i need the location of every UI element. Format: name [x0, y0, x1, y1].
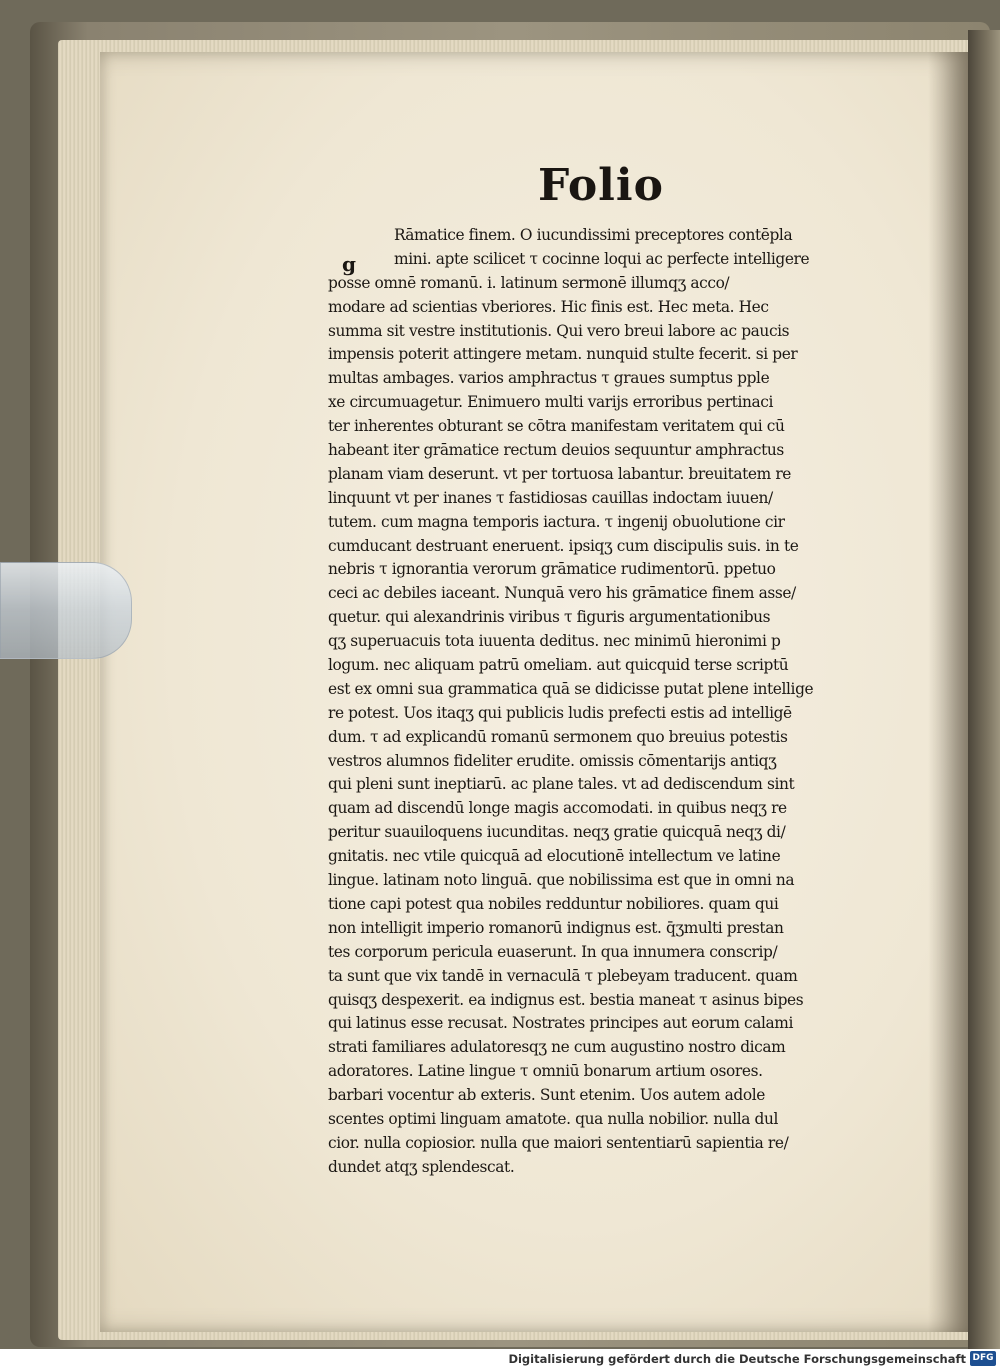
text-line: quetur. qui alexandrinis viribus τ figuris argumentationibus — [328, 608, 771, 627]
text-line: lingue. latinam noto linguā. que nobilissima est que in omni na — [328, 871, 795, 890]
text-line: adoratores. Latine lingue τ omniū bonarum artium osores. — [328, 1062, 763, 1081]
text-line: dundet atqʒ splendescat. — [328, 1157, 515, 1176]
binding-edge — [968, 30, 1000, 1349]
text-line: impensis poterit attingere metam. nunquid stulte fecerit. si per — [328, 345, 798, 364]
text-line: cior. nulla copiosior. nulla que maiori sententiarū sapientia re/ — [328, 1133, 789, 1152]
text-line: qʒ superuacuis tota iuuenta deditus. nec minimū hieronimi p — [328, 632, 781, 651]
text-line: habeant iter grāmatice rectum deuios sequuntur amphractus — [328, 441, 784, 460]
text-line: logum. nec aliquam patrū omeliam. aut quicquid terse scriptū — [328, 656, 789, 675]
initial-letter: g — [342, 252, 356, 276]
text-line: nebris τ ignorantia verorum grāmatice rudimentorū. ppetuo — [328, 560, 776, 579]
body-text — [328, 224, 926, 1180]
text-line: qui pleni sunt ineptiarū. ac plane tales. vt ad dediscendum sint — [328, 775, 795, 794]
text-line: est ex omni sua grammatica quā se didicisse putat plene intellige — [328, 679, 814, 698]
text-line: scentes optimi linguam amatote. qua nulla nobilior. nulla dul — [328, 1109, 779, 1128]
text-line: tione capi potest qua nobiles redduntur nobiliores. quam qui — [328, 894, 779, 913]
text-line: multas ambages. varios amphractus τ graues sumptus pple — [328, 369, 770, 388]
text-line: barbari vocentur ab exteris. Sunt etenim. Uos autem adole — [328, 1086, 765, 1105]
funding-credit: Digitalisierung gefördert durch die Deutsche Forschungsgemeinschaft — [508, 1352, 966, 1366]
dfg-logo: DFG — [970, 1351, 996, 1366]
text-line: dum. τ ad explicandū romanū sermonem quo breuius potestis — [328, 727, 788, 746]
text-line: summa sit vestre institutionis. Qui vero breui labore ac paucis — [328, 321, 790, 340]
text-line: planam viam deserunt. vt per tortuosa labantur. breuitatem re — [328, 464, 791, 483]
text-line: quam ad discendū longe magis accomodati. in quibus neqʒ re — [328, 799, 787, 818]
text-line: linquunt vt per inanes τ fastidiosas cauillas indoctam iuuen/ — [328, 488, 773, 507]
text-line: cumducant destruant eneruent. ipsiqʒ cum discipulis suis. in te — [328, 536, 799, 555]
text-line: qui latinus esse recusat. Nostrates principes aut eorum calami — [328, 1014, 794, 1033]
page-clip — [0, 562, 132, 659]
text-line: tutem. cum magna temporis iactura. τ ingenij obuolutione cir — [328, 512, 785, 531]
text-line: xe circumuagetur. Enimuero multi varijs erroribus pertinaci — [328, 393, 774, 412]
text-line: tes corporum pericula euaserunt. In qua innumera conscrip/ — [328, 942, 778, 961]
text-line: non intelligit imperio romanorū indignus est. q̄ʒmulti prestan — [328, 918, 784, 937]
text-line: ter inherentes obturant se cōtra manifestam veritatem qui cū — [328, 417, 785, 436]
text-line: vestros alumnos fideliter erudite. omissis cōmentarijs antiqʒ — [328, 751, 777, 770]
running-head: Folio — [538, 160, 664, 211]
text-line: peritur suauiloquens iucunditas. neqʒ gratie quicquā neqʒ di/ — [328, 823, 786, 842]
text-line: ceci ac debiles iaceant. Nunquā vero his grāmatice finem asse/ — [328, 584, 796, 603]
text-line: posse omnē romanū. i. latinum sermonē illumqʒ acco/ — [328, 273, 730, 292]
text-line: Rāmatice finem. O iucundissimi preceptores contēpla — [394, 226, 793, 244]
text-line: gnitatis. nec vtile quicquā ad elocutionē intellectum ve latine — [328, 847, 781, 866]
text-line: mini. apte scilicet τ cocinne loqui ac perfecte intelligere — [394, 249, 810, 268]
text-line: strati familiares adulatoresqʒ ne cum augustino nostro dicam — [328, 1038, 786, 1057]
spine-shadow — [928, 52, 968, 1332]
text-line: quisqʒ despexerit. ea indignus est. bestia maneat τ asinus bipes — [328, 990, 804, 1009]
text-line: ta sunt que vix tandē in vernaculā τ plebeyam traducent. quam — [328, 966, 798, 985]
text-line: modare ad scientias vberiores. Hic finis est. Hec meta. Hec — [328, 297, 769, 316]
footer-bar — [0, 1349, 1000, 1369]
text-line: re potest. Uos itaqʒ qui publicis ludis prefecti estis ad intelligē — [328, 703, 792, 722]
